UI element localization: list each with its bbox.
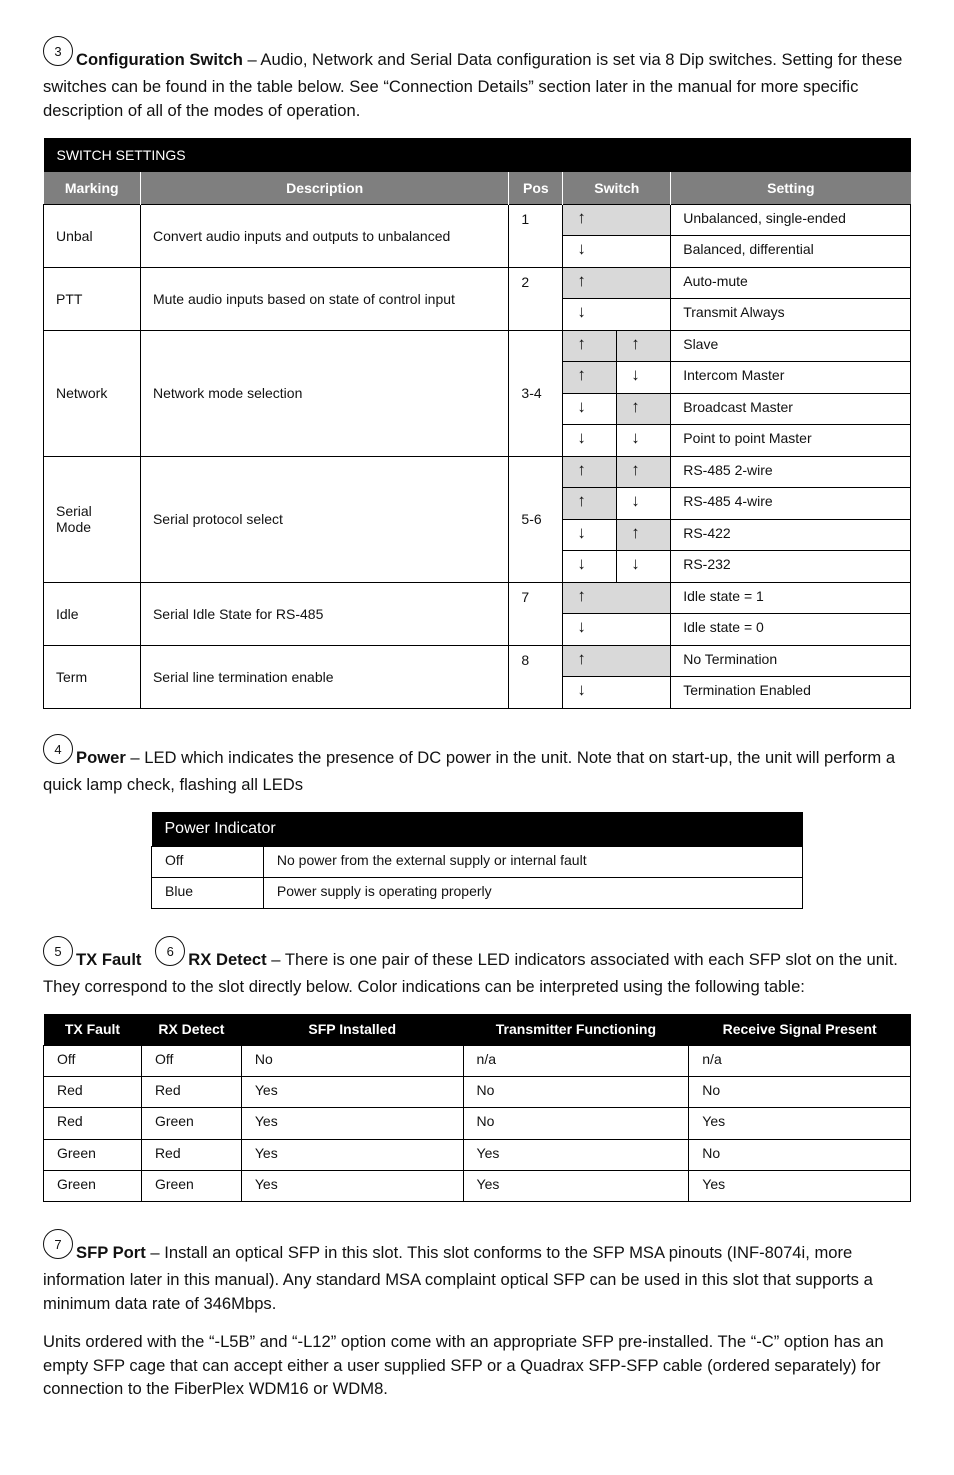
column-header: Setting xyxy=(671,172,911,204)
table-cell: n/a xyxy=(689,1045,911,1076)
arrow-down-icon: ↓ xyxy=(563,677,671,709)
table-row xyxy=(44,1045,911,1076)
column-header: SFP Installed xyxy=(241,1014,463,1045)
table-row xyxy=(44,1171,911,1202)
setting-cell: Slave xyxy=(671,330,911,362)
setting-cell: Termination Enabled xyxy=(671,677,911,709)
setting-cell: Unbalanced, single-ended xyxy=(671,204,911,236)
description-cell: Network mode selection xyxy=(140,330,508,456)
description-cell: Convert audio inputs and outputs to unbalanced xyxy=(140,204,508,267)
power-title: Power xyxy=(76,748,126,767)
setting-cell: Broadcast Master xyxy=(671,393,911,425)
arrow-down-icon: ↓ xyxy=(563,236,671,268)
pos-cell: 7 xyxy=(509,582,563,645)
table-cell: n/a xyxy=(463,1045,689,1076)
setting-cell: Auto-mute xyxy=(671,267,911,299)
table-row xyxy=(152,846,803,877)
table-row xyxy=(44,645,911,677)
description-cell: Mute audio inputs based on state of control input xyxy=(140,267,508,330)
arrow-up-icon: ↑ xyxy=(563,456,617,488)
table-cell: No xyxy=(463,1108,689,1139)
config-paragraph xyxy=(43,45,913,122)
table-row xyxy=(152,877,803,908)
table-cell: Yes xyxy=(241,1139,463,1170)
table-cell: Green xyxy=(44,1139,142,1170)
table-cell: No xyxy=(689,1139,911,1170)
table-cell: Blue xyxy=(152,877,264,908)
callout-number: 5 xyxy=(43,936,73,966)
table-cell: No power from the external supply or internal fault xyxy=(263,846,802,877)
rxdetect-title: RX Detect xyxy=(188,950,267,969)
column-header: Description xyxy=(140,172,508,204)
arrow-down-icon: ↓ xyxy=(617,488,671,520)
arrow-up-icon: ↑ xyxy=(563,330,617,362)
arrow-up-icon: ↑ xyxy=(563,488,617,520)
table-row xyxy=(44,1139,911,1170)
power-indicator-table xyxy=(151,812,803,909)
marking-cell: Unbal xyxy=(44,204,141,267)
description-cell: Serial line termination enable xyxy=(140,645,508,708)
table-row xyxy=(44,1108,911,1139)
table-cell: Yes xyxy=(463,1139,689,1170)
arrow-up-icon: ↑ xyxy=(617,393,671,425)
switch-settings-table xyxy=(43,138,911,709)
table-cell: Red xyxy=(141,1139,241,1170)
table-cell: Yes xyxy=(241,1171,463,1202)
column-header: Transmitter Functioning xyxy=(463,1014,689,1045)
table-row xyxy=(44,330,911,362)
marking-cell: PTT xyxy=(44,267,141,330)
marking-cell: Term xyxy=(44,645,141,708)
column-header: Pos xyxy=(509,172,563,204)
arrow-up-icon: ↑ xyxy=(563,267,671,299)
txfault-title: TX Fault xyxy=(76,950,142,969)
description-cell: Serial Idle State for RS-485 xyxy=(140,582,508,645)
arrow-down-icon: ↓ xyxy=(563,425,617,457)
arrow-up-icon: ↑ xyxy=(563,362,617,394)
table-title: SWITCH SETTINGS xyxy=(44,138,911,172)
table-cell: Red xyxy=(141,1076,241,1107)
marking-cell: Serial Mode xyxy=(44,456,141,582)
table-cell: No xyxy=(689,1076,911,1107)
table-cell: Off xyxy=(152,846,264,877)
table-cell: Green xyxy=(44,1171,142,1202)
setting-cell: Balanced, differential xyxy=(671,236,911,268)
sfp-text: – Install an optical SFP in this slot. This slot conforms to the SFP MSA pinouts (INF-8074i, more information later in this manual). Any standard MSA complaint optical SFP can be used in this slot that supports a minimum data rate of 346Mbps. xyxy=(43,1243,873,1313)
table-title: Power Indicator xyxy=(152,812,803,846)
table-cell: Red xyxy=(44,1108,142,1139)
table-cell: Power supply is operating properly xyxy=(263,877,802,908)
callout-number: 4 xyxy=(43,734,73,764)
arrow-down-icon: ↓ xyxy=(563,519,617,551)
description-cell: Serial protocol select xyxy=(140,456,508,582)
led-indication-table xyxy=(43,1014,911,1202)
sfp-paragraph-2: Units ordered with the “-L5B” and “-L12” option come with an appropriate SFP pre-installed. The “-C” option has an empty SFP cage that can accept either a user supplied SFP or a Quadrax SFP-SFP cable (ordered separately) for connection to the FiberPlex WDM16 or WDM8. xyxy=(43,1332,884,1398)
pos-cell: 3-4 xyxy=(509,330,563,456)
arrow-up-icon: ↑ xyxy=(563,645,671,677)
setting-cell: RS-232 xyxy=(671,551,911,583)
arrow-up-icon: ↑ xyxy=(617,519,671,551)
column-header: Marking xyxy=(44,172,141,204)
table-row xyxy=(44,456,911,488)
column-header: Switch xyxy=(563,172,671,204)
callout-number: 6 xyxy=(155,936,185,966)
txrx-paragraph xyxy=(43,945,913,999)
table-cell: Yes xyxy=(241,1108,463,1139)
arrow-down-icon: ↓ xyxy=(617,425,671,457)
table-cell: Yes xyxy=(689,1108,911,1139)
pos-cell: 8 xyxy=(509,645,563,708)
column-header: Receive Signal Present xyxy=(689,1014,911,1045)
pos-cell: 1 xyxy=(509,204,563,267)
arrow-down-icon: ↓ xyxy=(617,551,671,583)
marking-cell: Idle xyxy=(44,582,141,645)
arrow-up-icon: ↑ xyxy=(617,456,671,488)
setting-cell: Point to point Master xyxy=(671,425,911,457)
column-header: RX Detect xyxy=(141,1014,241,1045)
txrx-text: – There is one pair of these LED indicators associated with each SFP slot on the unit. They correspond to the slot directly below. Color indications can be interpreted using the following table: xyxy=(43,950,898,996)
table-cell: Off xyxy=(44,1045,142,1076)
arrow-up-icon: ↑ xyxy=(617,330,671,362)
table-cell: Yes xyxy=(689,1171,911,1202)
arrow-down-icon: ↓ xyxy=(563,551,617,583)
arrow-down-icon: ↓ xyxy=(563,393,617,425)
callout-number: 3 xyxy=(43,36,73,66)
arrow-down-icon: ↓ xyxy=(563,299,671,331)
setting-cell: RS-485 2-wire xyxy=(671,456,911,488)
sfp-paragraph xyxy=(43,1238,913,1315)
table-row xyxy=(44,582,911,614)
table-cell: Green xyxy=(141,1171,241,1202)
sfp-title: SFP Port xyxy=(76,1243,146,1262)
setting-cell: RS-485 4-wire xyxy=(671,488,911,520)
table-row xyxy=(44,1076,911,1107)
table-cell: Off xyxy=(141,1045,241,1076)
column-header: TX Fault xyxy=(44,1014,142,1045)
setting-cell: Transmit Always xyxy=(671,299,911,331)
setting-cell: RS-422 xyxy=(671,519,911,551)
setting-cell: Idle state = 1 xyxy=(671,582,911,614)
table-cell: Yes xyxy=(463,1171,689,1202)
table-cell: Red xyxy=(44,1076,142,1107)
table-cell: Yes xyxy=(241,1076,463,1107)
callout-number: 7 xyxy=(43,1229,73,1259)
table-row xyxy=(44,204,911,236)
setting-cell: Intercom Master xyxy=(671,362,911,394)
pos-cell: 2 xyxy=(509,267,563,330)
power-text: – LED which indicates the presence of DC power in the unit. Note that on start-up, the unit will perform a quick lamp check, flashing all LEDs xyxy=(43,748,896,794)
power-paragraph xyxy=(43,743,913,797)
setting-cell: Idle state = 0 xyxy=(671,614,911,646)
table-row xyxy=(44,267,911,299)
arrow-up-icon: ↑ xyxy=(563,204,671,236)
table-cell: No xyxy=(241,1045,463,1076)
table-cell: No xyxy=(463,1076,689,1107)
arrow-down-icon: ↓ xyxy=(617,362,671,394)
setting-cell: No Termination xyxy=(671,645,911,677)
arrow-up-icon: ↑ xyxy=(563,582,671,614)
config-title: Configuration Switch xyxy=(76,50,243,69)
arrow-down-icon: ↓ xyxy=(563,614,671,646)
pos-cell: 5-6 xyxy=(509,456,563,582)
table-cell: Green xyxy=(141,1108,241,1139)
marking-cell: Network xyxy=(44,330,141,456)
config-text: – Audio, Network and Serial Data configuration is set via 8 Dip switches. Setting for these switches can be found in the table below. See “Connection Details” section later in the manual for more specific description of all of the modes of operation. xyxy=(43,50,903,120)
